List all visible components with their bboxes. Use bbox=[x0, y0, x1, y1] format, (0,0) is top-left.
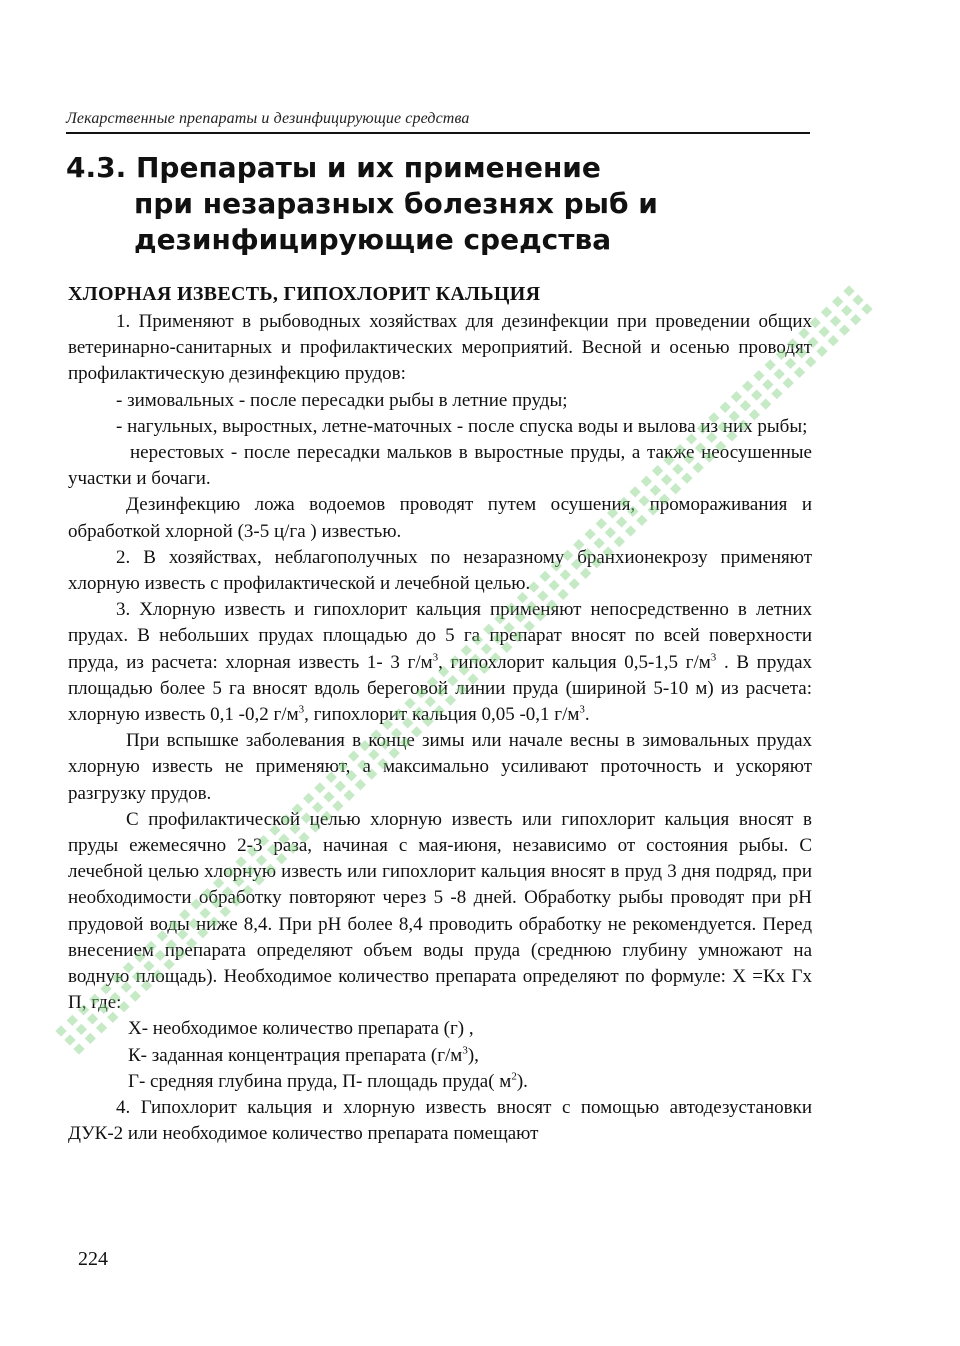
page-number: 224 bbox=[78, 1248, 108, 1270]
superscript-cube: 3 bbox=[462, 1044, 468, 1057]
watermark-mark bbox=[828, 335, 839, 346]
paragraph-6: 2. В хозяйствах, неблагополучных по незаразному бранхионекрозу применяют хлорную известь с профилактической и лечебной целью. bbox=[68, 546, 812, 595]
header-rule bbox=[66, 132, 810, 134]
paragraph-7-part-d: , гипохлорит кальция 0,05 -0,1 г/м bbox=[304, 704, 580, 726]
paragraph-7-part-a: 3. Хлорную известь и гипохлорит кальция применяют непосредственно в летних прудах. В небольших прудах площадью до 5 га препарат вносят по всей поверхности пруда, из расчета: хлорная известь 1- 3 г/м bbox=[68, 599, 812, 673]
superscript-cube: 3 bbox=[710, 651, 717, 664]
section-title-line-3: дезинфицирующие средства bbox=[134, 223, 612, 256]
section-title-line-1: 4.3. Препараты и их применение bbox=[66, 151, 601, 184]
paragraph-7 bbox=[68, 597, 812, 728]
formula-g-end: ). bbox=[516, 1070, 528, 1092]
section-title bbox=[66, 150, 810, 258]
watermark-mark bbox=[832, 296, 843, 307]
paragraph-4: нерестовых - после пересадки мальков в выростные пруды, а также неосушенные участки и бочаги. bbox=[68, 442, 812, 490]
superscript-cube: 3 bbox=[432, 651, 439, 664]
watermark-mark bbox=[819, 326, 830, 337]
paragraph-3: - нагульных, выростных, летне-маточных - после спуска воды и вылова из них рыбы; bbox=[116, 415, 808, 437]
paragraph-5: Дезинфекцию ложа водоемов проводят путем осушения, проморaживания и обработкой хлорной (3-5 ц/га ) известью. bbox=[68, 494, 812, 542]
watermark-mark bbox=[839, 324, 850, 335]
watermark-mark bbox=[841, 305, 852, 316]
superscript-square: 2 bbox=[511, 1070, 517, 1083]
running-header: Лекарственные препараты и дезинфицирующие средства bbox=[66, 110, 470, 127]
formula-definition-g-p bbox=[68, 1069, 812, 1095]
superscript-cube: 3 bbox=[298, 703, 305, 716]
watermark-mark bbox=[816, 346, 827, 357]
formula-k-text: К- заданная концентрация препарата (г/м bbox=[128, 1044, 463, 1066]
formula-g-text: Г- средняя глубина пруда, П- площадь пруда( м bbox=[128, 1070, 512, 1092]
subheading: ХЛОРНАЯ ИЗВЕСТЬ, ГИПОХЛОРИТ КАЛЬЦИЯ bbox=[68, 283, 541, 305]
watermark-mark bbox=[850, 314, 861, 325]
watermark-mark bbox=[843, 285, 854, 296]
formula-definition-k bbox=[68, 1043, 812, 1069]
paragraph-7-part-b: , гипохлорит кальция 0,5-1,5 г/м bbox=[438, 651, 711, 673]
watermark-mark bbox=[861, 303, 872, 314]
paragraph-10: 4. Гипохлорит кальция и хлорную известь вносят с помощью автодезустановки ДУК-2 или необходимое количество препарата помещают bbox=[68, 1097, 812, 1145]
formula-k-end: ), bbox=[467, 1044, 479, 1066]
watermark-mark bbox=[830, 315, 841, 326]
paragraph-1: 1. Применяют в рыбоводных хозяйствах для дезинфекции при проведении общих ветеринарно-санитарных и профилактических мероприятий. Весной и осенью проводят профилактическую дезинфекцию прудов: bbox=[68, 311, 812, 385]
watermark-mark bbox=[852, 294, 863, 305]
paragraph-7-part-e: . bbox=[584, 704, 590, 726]
paragraph-2: - зимовальных - после пересадки рыбы в летние пруды; bbox=[116, 389, 568, 411]
watermark-mark bbox=[821, 306, 832, 317]
formula-definition-x: Х- необходимое количество препарата (г) , bbox=[128, 1018, 474, 1040]
paragraph-8: При вспышке заболевания в конце зимы или начале весны в зимовальных прудах хлорную известь не применяют, а максимально усиливают проточность и ускоряют разгрузку прудов. bbox=[68, 730, 812, 804]
paragraph-7-part-c: . В прудах площадью более 5 га вносят вдоль береговой линии пруда (шириной 5-10 м) из расчета: хлорную известь 0,1 -0,2 г/м bbox=[68, 651, 812, 726]
superscript-cube: 3 bbox=[579, 703, 585, 716]
body-text bbox=[68, 309, 812, 1148]
watermark-mark bbox=[55, 1025, 66, 1036]
paragraph-9: С профилактической целью хлорную известь или гипохлорит кальция вносят в пруды ежемесячно 2-3 раза, начиная с мая-июня, независимо от состояния рыбы. С лечебной целью хлорную известь или гипохлорит кальция вносят в пруд 3 дня подряд, при необходимости обработку повторяют через 5 -8 дней. Обработку рыбы проводят при рН прудовой воды ниже 8,4. При рН более 8,4 проводить обработку не рекомендуется. Перед внесением препарата определяют объем воды пруда (среднюю глубину умножают на водную площадь). Необходимое количество препарата определяют по формуле: Х =Кх Гх П, где: bbox=[68, 808, 812, 1014]
section-title-line-2: при незаразных болезнях рыб и bbox=[134, 187, 658, 220]
